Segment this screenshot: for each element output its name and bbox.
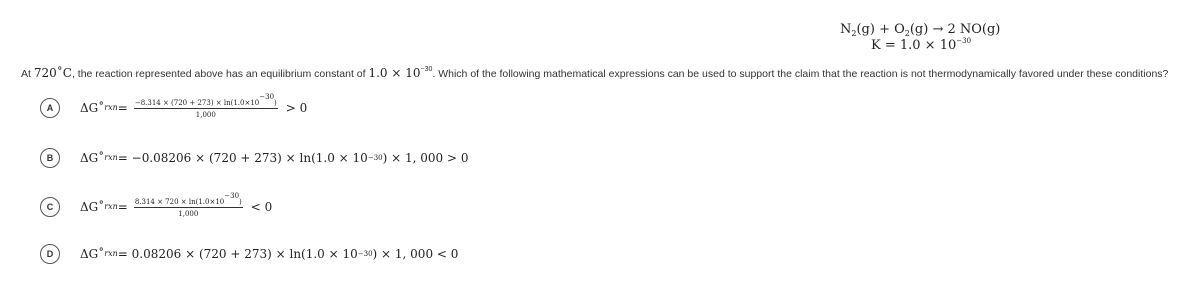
choice-b[interactable] — [40, 148, 468, 168]
numerator-exponent: −30 — [224, 192, 240, 200]
choice-d-badge[interactable]: D — [40, 244, 60, 264]
delta-g: ΔG˚ — [80, 151, 105, 165]
numerator-close: ) — [239, 198, 242, 206]
delta-g: ΔG˚ — [80, 101, 105, 115]
question-k-exponent: −30 — [420, 66, 433, 73]
numerator-close: ) — [274, 99, 277, 107]
fraction-numerator — [134, 192, 243, 208]
reaction-text: (g) → 2 NO(g) — [909, 22, 1001, 37]
reaction-text: (g) + O — [856, 22, 905, 37]
reaction-subscript: 2 — [904, 29, 910, 38]
numerator-exponent: −30 — [259, 93, 275, 101]
reaction-block — [840, 22, 1000, 54]
choice-b-badge[interactable]: B — [40, 148, 60, 168]
equals-sign: = — [117, 200, 128, 214]
expression-text: ) × 1, 000 > 0 — [382, 151, 469, 165]
numerator-text: 8.314 × 720 × ln(1.0×10 — [134, 198, 225, 206]
choice-d[interactable] — [40, 244, 458, 264]
reaction-text: N — [840, 22, 852, 37]
choice-b-expression: ΔG˚ rxn = −0.08206 × (720 + 273) × ln(1.0 × 10 −30 ) × 1, 000 > 0 — [80, 151, 469, 165]
choice-a-badge[interactable]: A — [40, 98, 60, 118]
question-segment: , the reaction represented above has an equilibrium constant of — [71, 68, 369, 80]
fraction-denominator: 1,000 — [195, 111, 216, 119]
k-value: K = 1.0 × 10 — [871, 38, 957, 53]
k-exponent: −30 — [956, 37, 972, 45]
reaction-equation — [840, 22, 1000, 38]
delta-g: ΔG˚ — [80, 200, 105, 214]
choice-c-expression: ΔG˚ rxn = $\frac{8.314 \times 720 \times \ln(1.0\times 10^{-30})}{1,000}$ < 0 — [80, 192, 273, 218]
expression-text: = −0.08206 × (720 + 273) × ln(1.0 × 10 — [117, 151, 368, 165]
question-k-base: 1.0 × 10 — [368, 66, 421, 80]
question-segment: At — [21, 68, 34, 80]
equilibrium-constant — [840, 38, 1000, 54]
question-segment: . Which of the following mathematical expressions can be used to support the claim that the reaction is not thermodynamically favored under these conditions? — [432, 68, 1169, 80]
choice-a[interactable] — [40, 93, 308, 119]
equals-sign: = — [117, 101, 128, 115]
question-temperature: 720˚C — [33, 66, 72, 80]
choice-c[interactable] — [40, 192, 273, 218]
question-text — [21, 66, 1168, 80]
inequality: > 0 — [285, 101, 308, 115]
expression-text: ) × 1, 000 < 0 — [372, 247, 459, 261]
choice-d-expression: ΔG˚ rxn = 0.08206 × (720 + 273) × ln(1.0 × 10 −30 ) × 1, 000 < 0 — [80, 247, 459, 261]
fraction — [134, 93, 278, 119]
inequality: < 0 — [250, 200, 273, 214]
choice-c-badge[interactable]: C — [40, 197, 60, 217]
numerator-text: −8.314 × (720 + 273) × ln(1.0×10 — [134, 99, 260, 107]
choice-a-expression: ΔG˚ rxn = $\frac{-8.314 \times (720 + 273) \times \ln(1.0\times 10^{-30})}{1,000}$ > 0 — [80, 93, 308, 119]
fraction-numerator — [134, 93, 278, 109]
expression-text: = 0.08206 × (720 + 273) × ln(1.0 × 10 — [117, 247, 358, 261]
reaction-subscript: 2 — [851, 29, 857, 38]
fraction-denominator: 1,000 — [178, 210, 199, 218]
delta-g: ΔG˚ — [80, 247, 105, 261]
